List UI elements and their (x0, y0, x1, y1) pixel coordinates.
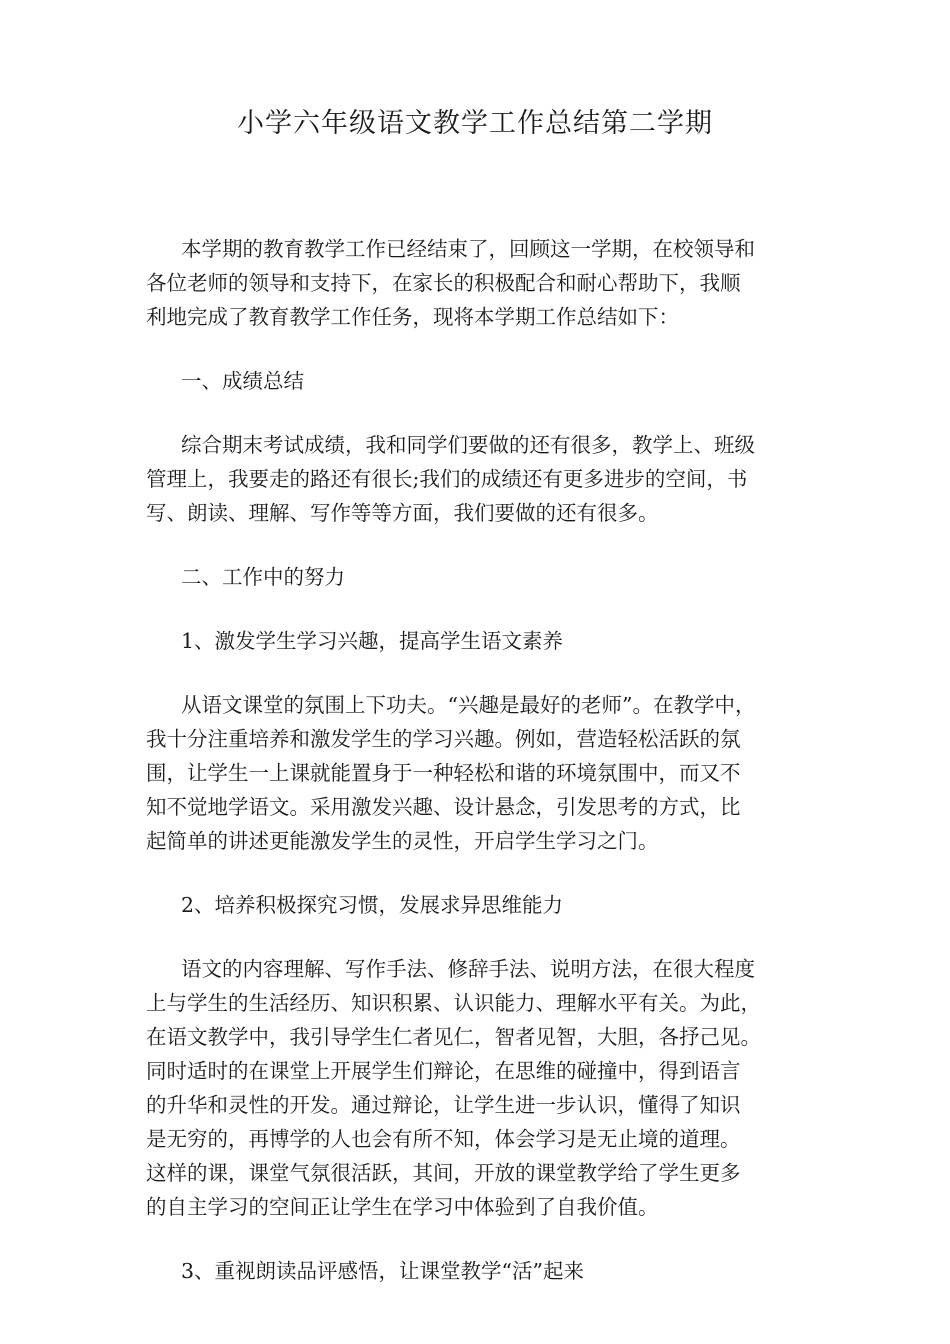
subheading-interest (146, 624, 826, 658)
paragraph-spacing (146, 1224, 826, 1254)
subheading-text: 3、重视朗读品评感悟，让课堂教学“活”起来 (181, 1259, 585, 1283)
subheading-reading (146, 1254, 826, 1288)
paragraph-spacing (146, 398, 826, 428)
section-heading-results (146, 364, 826, 398)
text-line: 我十分注重培养和激发学生的学习兴趣。例如，营造轻松活跃的氛 (146, 727, 741, 751)
text-line: 上与学生的生活经历、知识积累、认识能力、理解水平有关。为此， (146, 991, 761, 1015)
interest-paragraph (146, 688, 826, 858)
section-heading-text: 二、工作中的努力 (181, 565, 345, 589)
text-line: 在语文教学中，我引导学生仁者见仁，智者见智，大胆，各抒己见。 (146, 1025, 761, 1049)
subheading-inquiry (146, 888, 826, 922)
paragraph-spacing (146, 858, 826, 888)
subheading-text: 2、培养积极探究习惯，发展求异思维能力 (181, 893, 564, 917)
text-line: 的自主学习的空间正让学生在学习中体验到了自我价值。 (146, 1195, 659, 1219)
inquiry-paragraph (146, 952, 826, 1224)
text-line: 同时适时的在课堂上开展学生们辩论，在思维的碰撞中，得到语言 (146, 1059, 741, 1083)
text-line: 知不觉地学语文。采用激发兴趣、设计悬念，引发思考的方式，比 (146, 795, 741, 819)
paragraph-spacing (146, 530, 826, 560)
paragraph-spacing (146, 922, 826, 952)
paragraph-spacing (146, 334, 826, 364)
section-heading-text: 一、成绩总结 (181, 369, 304, 393)
text-line: 利地完成了教育教学工作任务，现将本学期工作总结如下： (146, 305, 679, 329)
text-line: 这样的课，课堂气氛很活跃，其间，开放的课堂教学给了学生更多 (146, 1161, 741, 1185)
section-heading-efforts (146, 560, 826, 594)
text-line: 管理上，我要走的路还有很长;我们的成绩还有更多进步的空间，书 (146, 467, 748, 491)
text-line: 围，让学生一上课就能置身于一种轻松和谐的环境氛围中，而又不 (146, 761, 741, 785)
text-line: 的升华和灵性的开发。通过辩论，让学生进一步认识，懂得了知识 (146, 1093, 741, 1117)
text-line: 从语文课堂的氛围上下功夫。“兴趣是最好的老师”。在教学中， (181, 693, 756, 717)
text-line: 起简单的讲述更能激发学生的灵性，开启学生学习之门。 (146, 829, 659, 853)
document-body (146, 232, 826, 1288)
text-line: 是无穷的，再博学的人也会有所不知，体会学习是无止境的道理。 (146, 1127, 741, 1151)
results-paragraph (146, 428, 826, 530)
document-title: 小学六年级语文教学工作总结第二学期 (237, 108, 713, 139)
subheading-text: 1、激发学生学习兴趣，提高学生语文素养 (181, 629, 564, 653)
text-line: 综合期末考试成绩，我和同学们要做的还有很多，教学上、班级 (181, 433, 755, 457)
paragraph-spacing (146, 594, 826, 624)
text-line: 语文的内容理解、写作手法、修辞手法、说明方法，在很大程度 (181, 957, 755, 981)
intro-paragraph (146, 232, 826, 334)
text-line: 各位老师的领导和支持下，在家长的积极配合和耐心帮助下，我顺 (146, 271, 741, 295)
text-line: 本学期的教育教学工作已经结束了，回顾这一学期，在校领导和 (181, 237, 755, 261)
paragraph-spacing (146, 658, 826, 688)
text-line: 写、朗读、理解、写作等等方面，我们要做的还有很多。 (146, 501, 659, 525)
